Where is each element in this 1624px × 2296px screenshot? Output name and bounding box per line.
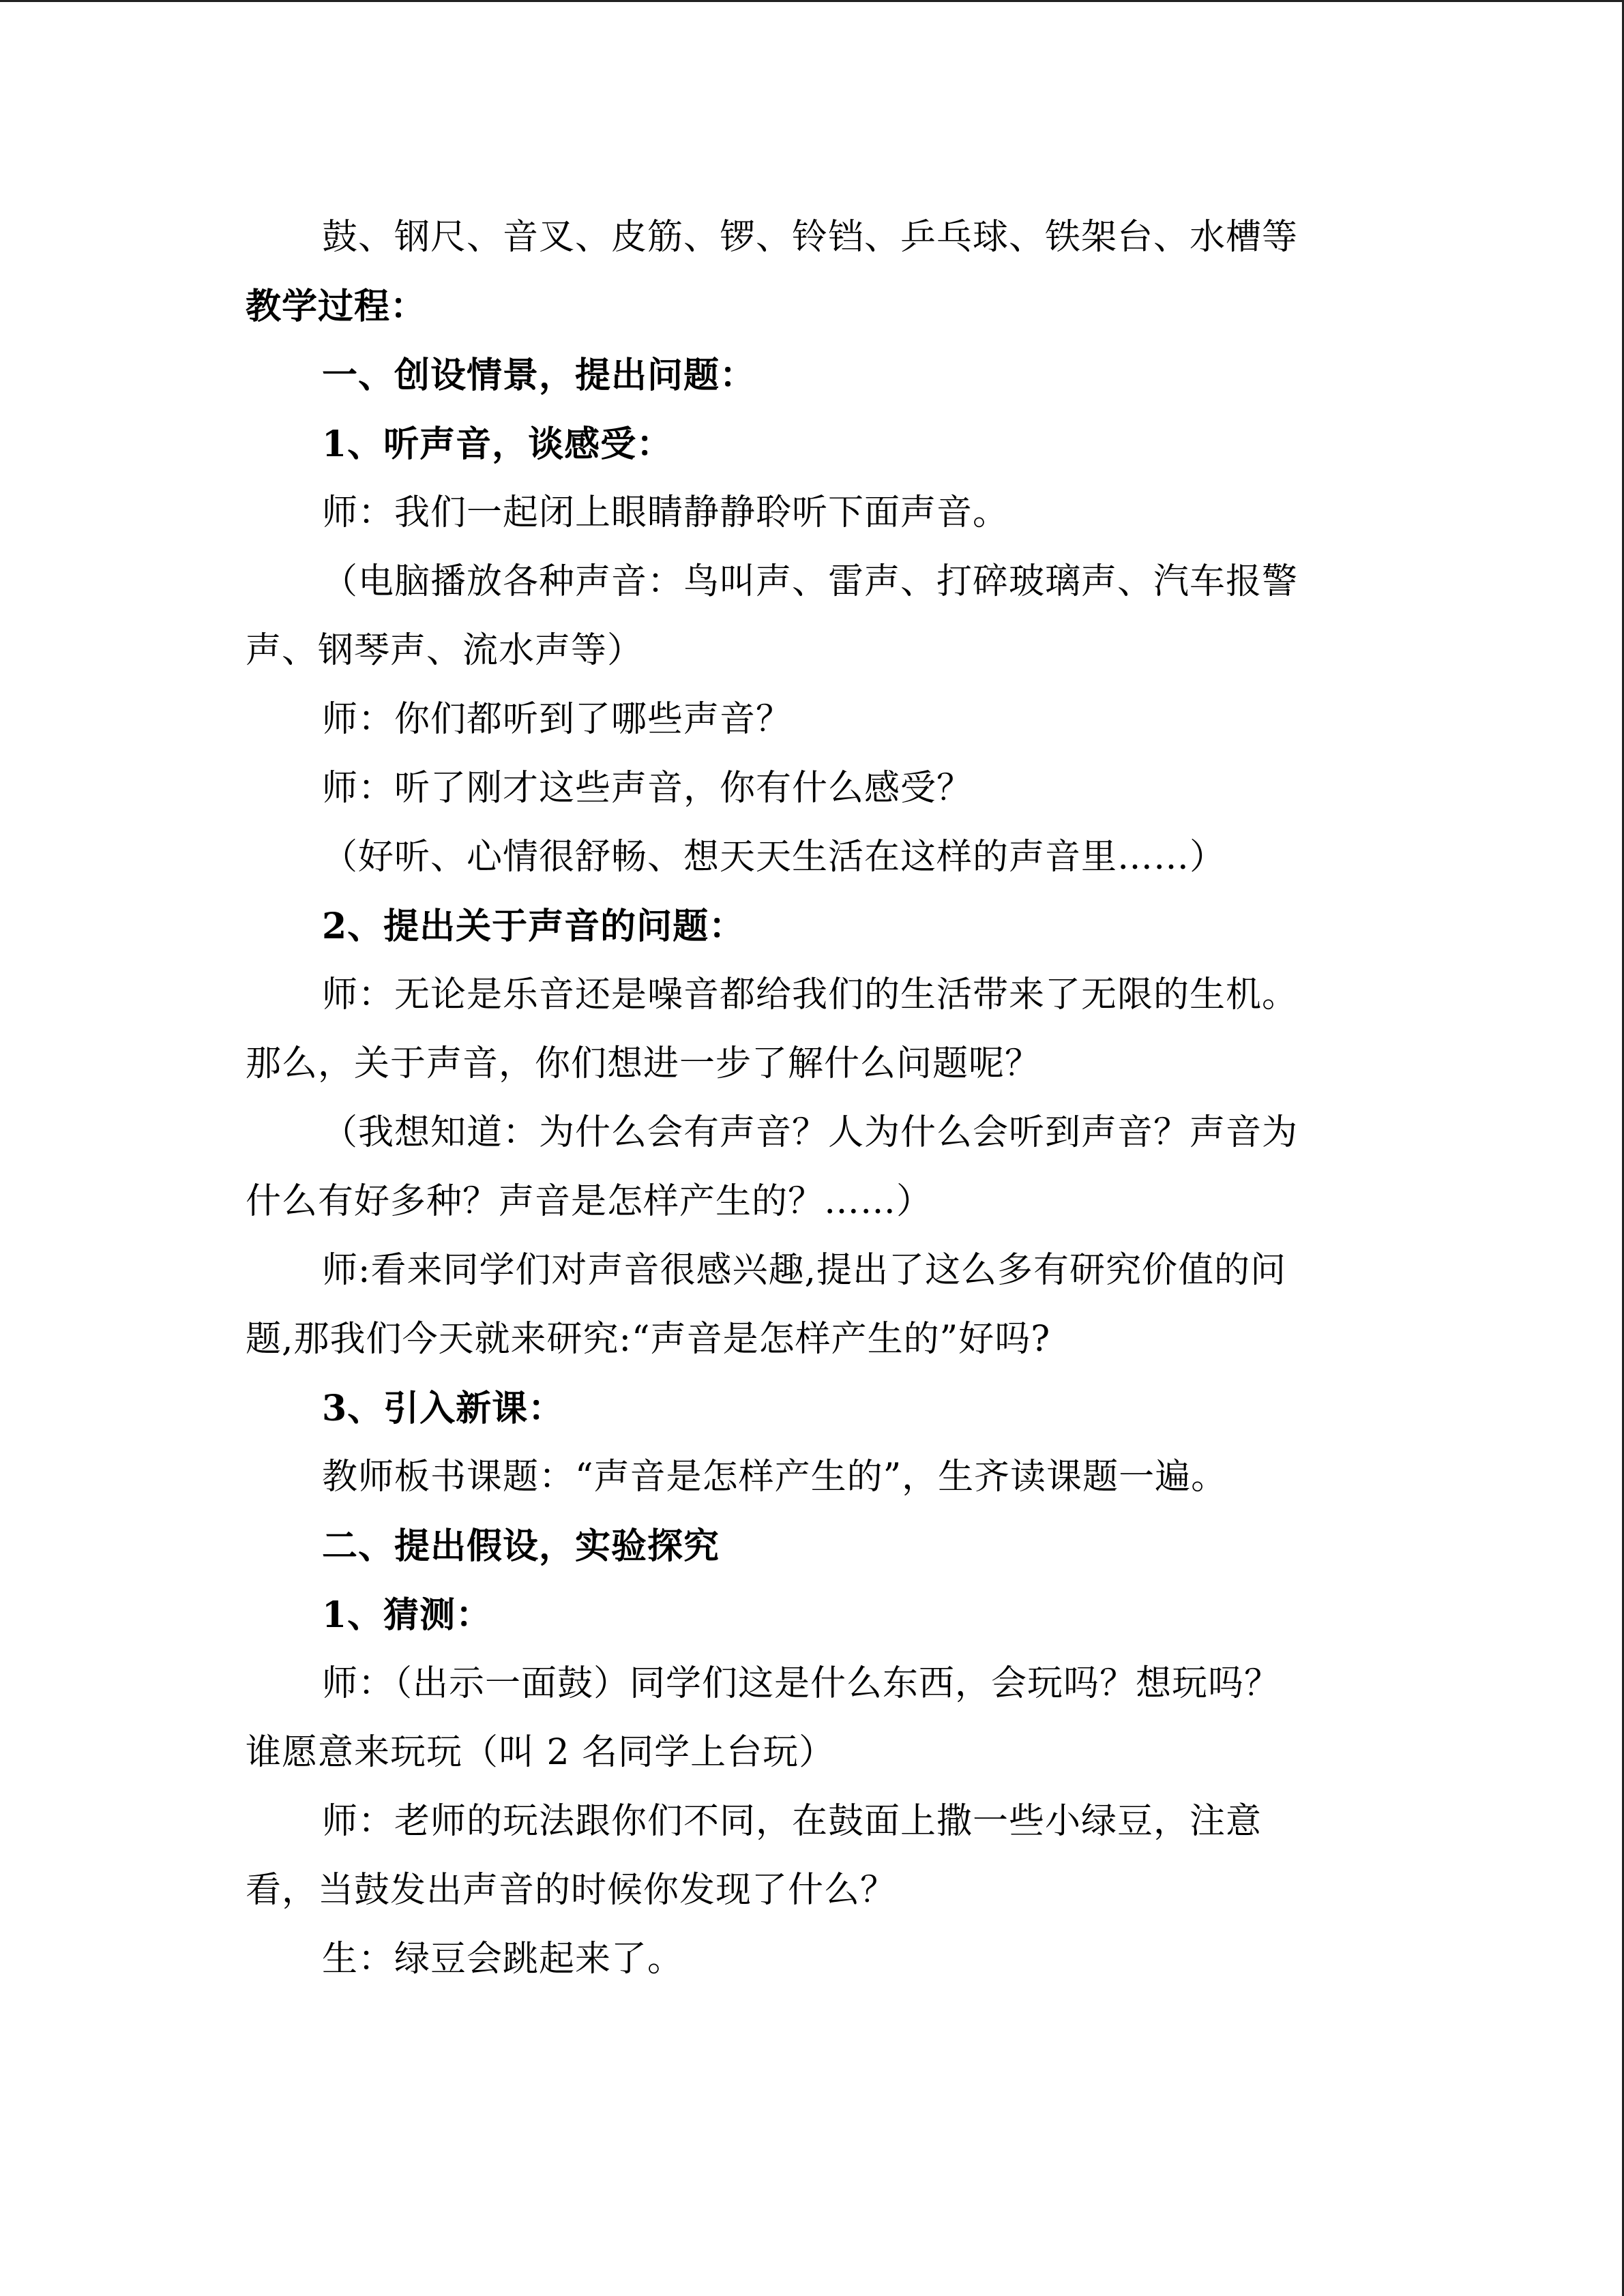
subheading-questions: 2、提出关于声音的问题： — [322, 906, 745, 947]
paragraph-line: 声、钢琴声、流水声等） — [246, 630, 644, 671]
section-heading-process: 教学过程： — [246, 286, 427, 327]
paragraph-line: 谁愿意来玩玩（叫 2 名同学上台玩） — [246, 1732, 836, 1773]
paragraph-line: 师:看来同学们对声音很感兴趣,提出了这么多有研究价值的问 — [322, 1250, 1287, 1291]
paragraph-line: （电脑播放各种声音：鸟叫声、雷声、打碎玻璃声、汽车报警 — [322, 561, 1299, 602]
paragraph-line: 师：（出示一面鼓）同学们这是什么东西，会玩吗？想玩吗？ — [322, 1663, 1281, 1704]
paragraph-line: 看，当鼓发出声音的时候你发现了什么？ — [246, 1870, 897, 1911]
heading-part-two: 二、提出假设，实验探究 — [322, 1525, 720, 1567]
subheading-new-lesson: 3、引入新课： — [322, 1388, 565, 1429]
paragraph-line: 师：我们一起闭上眼睛静静聆听下面声音。 — [322, 492, 1009, 533]
document-body — [246, 203, 1354, 1994]
paragraph-line: 题,那我们今天就来研究:“声音是怎样产生的”好吗? — [246, 1319, 1051, 1360]
paragraph-line: 那么，关于声音，你们想进一步了解什么问题呢？ — [246, 1043, 1042, 1084]
paragraph-line: 师：无论是乐音还是噪音都给我们的生活带来了无限的生机。 — [322, 974, 1299, 1015]
paragraph-line: 生：绿豆会跳起来了。 — [322, 1939, 684, 1980]
materials-line: 鼓、钢尺、音叉、皮筋、锣、铃铛、乒乓球、铁架台、水槽等 — [322, 217, 1299, 258]
paragraph-line: 师：你们都听到了哪些声音？ — [322, 699, 793, 740]
paragraph-line: （好听、心情很舒畅、想天天生活在这样的声音里……） — [322, 837, 1226, 878]
paragraph-line: 教师板书课题：“声音是怎样产生的”，生齐读课题一遍。 — [322, 1457, 1228, 1497]
paragraph-line: （我想知道：为什么会有声音？人为什么会听到声音？声音为 — [322, 1112, 1299, 1153]
subheading-guess: 1、猜测： — [322, 1594, 492, 1636]
page-border-top — [0, 0, 1624, 2]
paragraph-line: 什么有好多种？声音是怎样产生的？……） — [246, 1181, 933, 1222]
paragraph-line: 师：听了刚才这些声音，你有什么感受？ — [322, 768, 973, 809]
heading-part-one: 一、创设情景，提出问题： — [322, 355, 756, 396]
paragraph-line: 师：老师的玩法跟你们不同，在鼓面上撒一些小绿豆，注意 — [322, 1801, 1263, 1842]
subheading-listen: 1、听声音，谈感受： — [322, 423, 673, 465]
